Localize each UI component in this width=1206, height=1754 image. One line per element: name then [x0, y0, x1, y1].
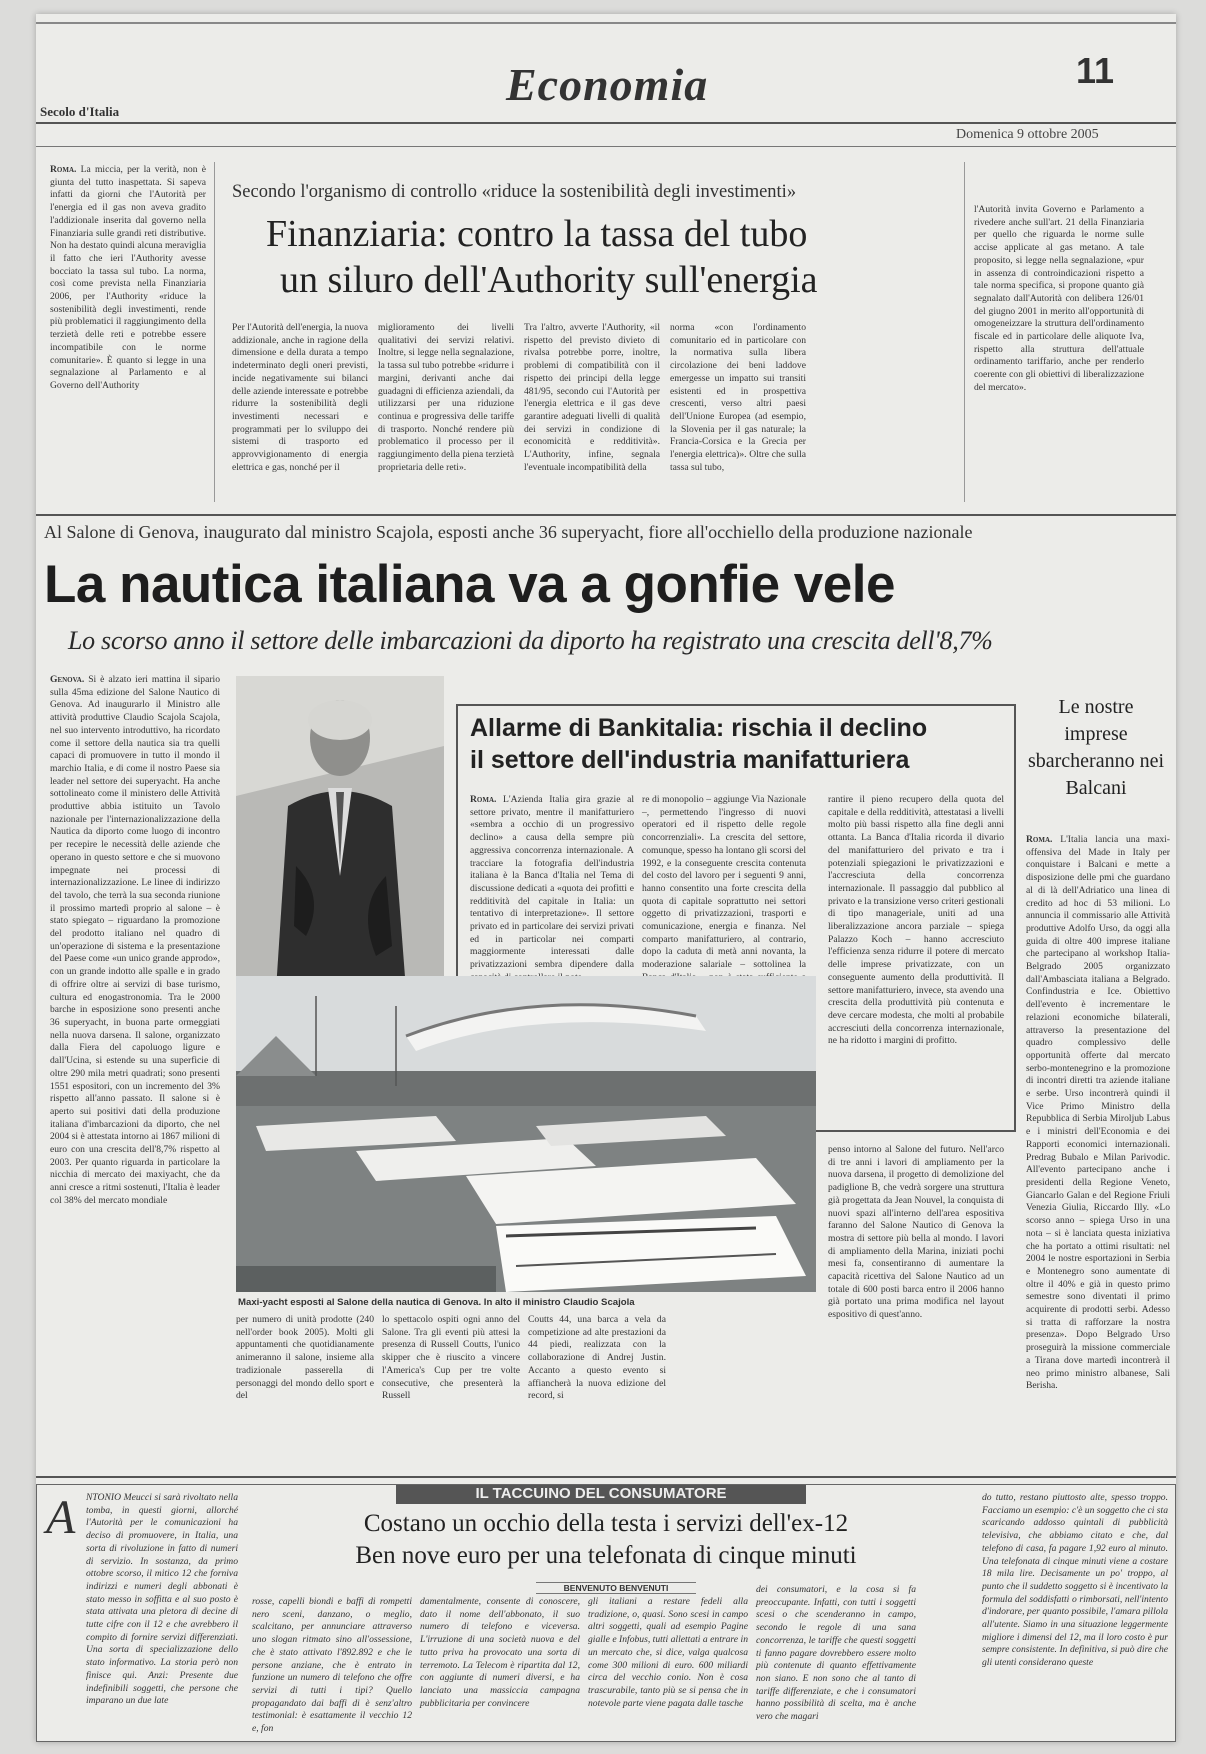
- taccuino-dropcap: A: [46, 1491, 76, 1544]
- nautica-below-column-1: per numero di unità prodotte (240 nell'order book 2005). Molti gli appuntamenti che quotidianamente animeranno il salone, insieme alla tradizionale passerella di personaggi del mondo dello sport e del: [236, 1314, 374, 1402]
- authority-kicker: Secondo l'organismo di controllo «riduce la sostenibilità degli investimenti»: [232, 182, 797, 202]
- taccuino-column-2: damentalmente, consente di conoscere, dato il nome dell'abbonato, il suo numero di telefono e viceversa. L'irruzione di una società nuova e del tutto priva ha provocato una sorta di terremoto. La Telecom è ripartita dal 12, con aggiunte di numeri diversi, e ha lanciato una massiccia campagna pubblicitaria per convincere: [420, 1596, 580, 1709]
- column-divider: [214, 162, 215, 502]
- top-rule: [36, 22, 1176, 24]
- newspaper-page: [36, 14, 1176, 1742]
- taccuino-column-3: gli italiani a restare fedeli alla tradizione, o, quasi. Sono scesi in campo altri soggetti, quali ad esempio Pagine gialle e Infobus, tutti allettati a entrare in un mercato che, si dice, valga qualcosa come 300 milioni di euro. 600 miliardi circa del vecchio conio. Non è cosa trascurabile, tanto più se si pensa che in notevole parte viene pagata dalle tasche: [588, 1596, 748, 1709]
- authority-column-1: Per l'Autorità dell'energia, la nuova addizionale, anche in ragione della dimensione e della durata a tempo indeterminato degli oneri previsti, incide negativamente sui bilanci delle aziende interessate e potrebbe ridurre la sostenibilità degli investimenti necessari e programmati per lo sviluppo dei sistemi di trasporto ed approvvigionamento di energia elettrica e gas, nonché per il: [232, 322, 368, 473]
- authority-headline-2: un siluro dell'Authority sull'energia: [280, 259, 818, 301]
- taccuino-headline-1: Costano un occhio della testa i servizi dell'ex-12: [363, 1510, 849, 1537]
- date-rule: [36, 146, 1176, 147]
- nautica-kicker: Al Salone di Genova, inaugurato dal ministro Scajola, esposti anche 36 superyacht, fiore all'occhiello della produzione nazionale: [44, 522, 973, 542]
- taccuino-byline: BENVENUTO BENVENUTI: [536, 1582, 696, 1594]
- minister-portrait-illustration: [236, 676, 444, 990]
- authority-intro-text: La miccia, per la verità, non è giunta del tutto inaspettata. Si sapeva infatti da giorni che l'Autorità per l'energia ed il gas non aveva gradito l'addizionale inserita dal governo nella Finanziaria sulle grandi reti distributive. Non ha destato quindi alcuna meraviglia il fatto che ieri l'Authority avesse bocciato la tassa sul tubo. La norma, così come prevista nella Finanziaria 2006, per l'Authority «riduce la sostenibilità degli investimenti, rende più problematici il raggiungimento della terzietà delle reti e potrebbe essere incompatibile con le norme comunitarie». È quanto si legge in una segnalazione al Parlamento e al Governo dell'Authority: [50, 164, 206, 391]
- taccuino-column-1: rosse, capelli biondi e baffi di rompetti nero sceni, danzano, o meglio, scalcitano, per annunciare attraverso uno slogan ritmato sino all'ossessione, che è stato attivato l'892.892 e che le persone anziane, che è entrato in funzione un numero di telefono che offre servizi di tutti i tipi? Quello propagandato dai baffi di è senz'altro testimonial: è esattamente il vecchio 12 e, fon: [252, 1596, 412, 1735]
- section-rule: [36, 1476, 1176, 1478]
- balcani-text: L'Italia lancia una maxi-offensiva del Made in Italy per conquistare i Balcani e mette a disposizione delle pmi che guardano al di là dell'Adriatico una linea di credito ad hoc di 53 milioni. Lo annuncia il commissario alle Attività produttive Adolfo Urso, da oggi alla guida di oltre 400 imprese italiane che partecipano al workshop Italia-Belgrado 2005 organizzato dall'Ambasciata italiana a Belgrado. Confindustria e Ice. Obiettivo dell'evento è incrementare le relazioni economiche bilaterali, attraverso la presentazione del quadro complessivo delle opportunità offerte dal mercato serbo-montenegrino e la promozione di incontri diretti tra aziende italiane e serbe. Urso incontrerà quindi il Vice Primo Ministro della Repubblica di Serbia Miroljub Labus e i ministri dell'Economia e dei Rapporti economici internazionali. Predrag Bubalo e Milan Parivodic. All'evento partecipano anche i presidenti della Regione Veneto, Giancarlo Galan e del Regione Friuli Venezia Giulia, Riccardo Illy. «Lo scorso anno – spiega Urso in una nota – si è lanciata questa iniziativa che ha portato a ottimi risultati: nel 2004 le nostre esportazioni in Serbia e Montenegro sono aumentate di oltre il 40% e già in questo primo semestre sono diventati il primo acquirente di prodotti serbi. Adesso si tratta di rafforzare la nostra presenza». Dopo Belgrado Urso proseguirà la missione commerciale a Tirana dove martedì incontrerà il neo primo ministro albanese, Sali Berisha.: [1026, 834, 1170, 1392]
- taccuino-banner: IL TACCUINO DEL CONSUMATORE: [396, 1484, 806, 1504]
- taccuino-headline-2: Ben nove euro per una telefonata di cinque minuti: [355, 1542, 857, 1569]
- minister-portrait-photo: [236, 676, 444, 990]
- dateline: Roma.: [50, 164, 77, 175]
- taccuino-left-column: NTONIO Meucci si sarà rivoltato nella tomba, in questi giorni, allorché l'Autorità per le comunicazioni ha deciso di promuovere, in Italia, una sorta di rivoluzione in fatto di numeri di servizio. In sostanza, da primo ottobre scorso, il mitico 12 che forniva indirizzi e numeri degli abbonati è stato messo in soffitta e al suo posto è stata attivata una pletora di decine di tutte cifre con il 12 e che avrebbero il compito di fornire servizi differenziati. Una sorta di specializzazione dello stato informativo. La storia però non finisce qui. Anzi: Presente due indefinibili soggetti, che persone che imparano un due late: [86, 1492, 238, 1707]
- section-rule: [36, 514, 1176, 516]
- authority-right-column: l'Autorità invita Governo e Parlamento a rivedere anche sull'art. 21 della Finanziaria per quello che riguarda le norme sulle accise applicate al gas metano. A tale proposito, si legge nella segnalazione, «pur in assenza di controindicazioni rispetto a tale norma specifica, si propone quanto già segnalato dall'Autorità con delibera 126/01 del giugno 2001 in merito all'opportunità di omogeneizzare la struttura dell'ordinamento fiscale ed in particolare delle aliquote Iva, rispetto alla struttura dell'attuale ordinamento tariffario, anche per renderlo coerente con gli obiettivi di liberalizzazione del mercato».: [974, 204, 1144, 393]
- bankitalia-column-1-text: L'Azienda Italia gira grazie al settore privato, mentre il manifatturiero «sembra a occhio di un progressivo declino» a causa della sempre più aggressiva concorrenza internazionale. A tracciare la fotografia dell'industria italiana è la Banca d'Italia nel Tema di discussione dedicati a «quota dei profitti e redditività del capitale in Italia: un tentativo di interpretazione». Il settore privato ed in particolare dei servizi privati ed in particolar nei comparti maggiormente interessati dalle privatizzazioni sembra dipendere dalla: [470, 794, 634, 971]
- bankitalia-column-3: rantire il pieno recupero della quota del capitale e della redditività, attestatasi a livelli molto più bassi rispetto alla fine degli anni ottanta. La Banca d'Italia ricorda il divario del manifatturiero del privato e tra i potenziali spiegazioni le privatizzazioni e l'accresciuta della concorrenza internazionale. Il passaggio dal pubblico al privato e la transizione verso criteri gestionali di tipo manageriale, uniti ad una liberalizzazione ancora parziale – spiega Palazzo Koch – hanno accresciuto l'efficienza senza ridurre il potere di mercato delle imprese privatizzate, con un conseguente aumento della produttività. Il settore manifatturiero, invece, sta avendo una crescita della produttività più contenuta e deve cercare modesta, che molti al probabile accresciuti della concorrenza internazionale, ne ha ridotto i margini di profitto.: [828, 794, 1004, 1047]
- yacht-photo: [236, 976, 816, 1292]
- page-number: 11: [1076, 50, 1115, 91]
- bankitalia-headline-2: il settore dell'industria manifatturiera: [470, 746, 910, 774]
- column-divider: [964, 162, 965, 502]
- nautica-subhead: Lo scorso anno il settore delle imbarcazioni da diporto ha registrato una crescita dell'8,7%: [68, 626, 993, 655]
- section-title: Economia: [506, 59, 709, 110]
- balcani-column: [1026, 834, 1170, 1464]
- issue-date: Domenica 9 ottobre 2005: [956, 127, 1099, 142]
- paper-name: Secolo d'Italia: [40, 104, 120, 119]
- authority-column-2: miglioramento dei livelli qualitativi dei servizi relativi. Inoltre, si legge nella segnalazione, la tassa sul tubo potrebbe «ridurre i margini, derivanti anche dai guadagni di efficienza aziendali, da utilizzarsi per una riduzione continua e progressiva delle tariffe di trasporto. Nonché rendere più problematico il processo per il raggiungimento della piena terzietà proprietaria delle reti».: [378, 322, 514, 473]
- masthead-rule: [36, 122, 1176, 124]
- authority-intro-column: [50, 164, 206, 504]
- yacht-photo-caption: Maxi-yacht esposti al Salone della nautica di Genova. In alto il ministro Claudio Scajola: [238, 1297, 635, 1308]
- dateline: Roma.: [470, 794, 497, 805]
- authority-column-3: Tra l'altro, avverte l'Authority, «il rispetto del previsto divieto di rivalsa potrebbe porre, inoltre, problemi di compatibilità con il rispetto dei principi della legge 481/95, secondo cui l'Autorità per l'energia elettrica e il gas deve garantire adeguati livelli di qualità dei servizi in condizione di economicità e redditività». L'Authority, infine, segnala l'eventuale incompatibilità della: [524, 322, 660, 473]
- nautica-below-column-2: lo spettacolo ospiti ogni anno del Salone. Tra gli eventi più attesi la presenza di Russell Coutts, l'unico skipper che è riuscito a vincere l'America's Cup per tre volte consecutive, che presenterà la Russell: [382, 1314, 520, 1402]
- dateline: Genova.: [50, 674, 85, 685]
- dateline: Roma.: [1026, 834, 1053, 845]
- authority-headline-1: Finanziaria: contro la tassa del tubo: [266, 213, 808, 255]
- taccuino-right-column: do tutto, restano piuttosto alte, spesso troppo. Facciamo un esempio: c'è un soggetto che ci sta scaricando addosso quintali di pubblicità televisiva, che abbiamo citato e che, dal telefono di casa, fa pagare 1,92 euro al minuto. Una telefonata di cinque minuti viene a costare 18 mila lire. Decisamente un po' troppo, al punto che il suddetto soggetto si è incentivato la formula del soddisfatti o rimborsati, nell'intento d'indorare, per quanto possibile, l'amara pillola all'utente. Siamo in una situazione leggermente migliore i dimensi del 12, ma il loro costo è pur sempre consistente. In definitiva, si può dire che gli utenti considerano queste: [982, 1492, 1168, 1669]
- authority-column-4: norma «con l'ordinamento comunitario ed in particolare con la normativa sulla libera circolazione dei beni laddove emergesse un impatto sui transiti esistenti ed in prospettiva crescenti, verso altri paesi dell'Unione Europea (ad esempio, la Slovenia per il gas naturale; la Francia-Corsica e la Grecia per l'energia elettrica)». Oltre che sulla tassa sul tubo,: [670, 322, 806, 473]
- taccuino-column-4: dei consumatori, e la cosa si fa preoccupante. Infatti, con tutti i soggetti scesi o che scenderanno in campo, secondo le regole di una sana concorrenza, le tariffe che questi soggetti ti fanno pagare dovrebbero essere molto più contenute di quanto effettivamente non siano. E non sono che al tanto di tariffe differenziate, e che i consumatori hanno possibilità di scelta, ma è anche vero che magari: [756, 1584, 916, 1723]
- nautica-below-column-3: Coutts 44, una barca a vela da competizione ad alte prestazioni da 44 piedi, realizzata con la collaborazione di Andrej Justin. Accanto a questo evento si affiancherà la nuova edizione del record, si: [528, 1314, 666, 1402]
- nautica-below-column-4: penso intorno al Salone del futuro. Nell'arco di tre anni i lavori di ampliamento per la nuova darsena, il progetto di demolizione del padiglione B, che vedrà sorgere una struttura già progettata da Jean Nouvel, la conquista di nuovi spazi all'interno dell'area espositiva faranno del Salone Nautico di Genova la mostra di settore più bella al mondo. I lavori di ampliamento della Marina, iniziati pochi mesi fa, consentiranno di aumentare la capacità ricettiva del Salone Nautico ad un totale di 600 posti barca entro il 2006 hanno già portato una prima modifica nel layout espositivo di quest'anno.: [828, 1144, 1004, 1321]
- bankitalia-headline-1: Allarme di Bankitalia: rischia il declino: [470, 714, 928, 742]
- nautica-left-text: Si è alzato ieri mattina il sipario sulla 45ma edizione del Salone Nautico di Genova. Ad inaugurarlo il Ministro alle attività produttive Claudio Scajola Scajola, nel suo intervento introduttivo, ha ricordato come il settore della nautica sia tra quelli capaci di promuovere in tutto il mondo il marchio Italia, e di come il nostro Paese sia leader nel settore dei superyacht. Ha anche sottolineato come il ministero delle Attività produttive abbia istituito un Tavolo nazionale per l'internazionalizzazione della Nautica da diporto come luogo di incontro per recepire le necessità delle aziende che operano in questo settore e che si muovono impegnate nei processi di internazionalizzazione. Le linee di indirizzo del tavolo, che terrà la sua seconda riunione il prossimo martedì proprio al salone – è stato spiegato – riguardano la promozione del prodotto italiano nel quadro di un'operazione di sistema e la presentazione del Paese come «un unico grande approdo», con un grande indotto alle spalle e in grado di offrire oltre ai servizi di base turismo, cultura ed enogastronomia. Tra le 2000 barche in esposizione sono presenti anche 36 superyacht, in buona parte ormeggiati nella nuova darsena. Il salone, organizzato dalla Fiera del capoluogo ligure e dall'Ucina, si estende su una superficie di oltre 290 mila metri quadrati; sono presenti 1551 espositori, con un incremento del 3% rispetto all'anno passato. Il salone si è aperto sui positivi dati della produzione italiana d'imbarcazioni da diporto, che nel 2004 si è attestata intorno ai 1867 milioni di euro con una crescita dell'8,7% rispetto al 2003. Per quanto riguarda in particolare la nicchia di mercato dei maxiyacht, che da anni cresce a ritmi sostenuti, l'Italia è leader col 38% del mercato mondiale: [50, 674, 220, 1206]
- nautica-headline: La nautica italiana va a gonfie vele: [44, 555, 895, 614]
- bankitalia-column-1: [470, 794, 634, 972]
- bankitalia-column-2: re di monopolio – aggiunge Via Nazionale –, permettendo l'ingresso di nuovi operatori ed il rispetto delle regole concorrenziali». La crescita del settore, comunque, spesso ha lontano gli scorsi del 1992, e la conseguente crescita contenuta del costo del lavoro per i seguenti 9 anni, hanno consentito una forte crescita della quota di capitale soprattutto nei settori oggetto di privatizzazioni, trasporti e comunicazione, energia e finanza. Nel comparto manifatturiero, al contrario, dopo la caduta di metà anni novanta, la moderazione salariale – sottolinea la: [642, 794, 806, 971]
- yacht-photo-illustration: [236, 976, 816, 1292]
- balcani-headline: Le nostre imprese sbarcheranno nei Balcani: [1027, 696, 1165, 799]
- nautica-left-column: [50, 674, 220, 1464]
